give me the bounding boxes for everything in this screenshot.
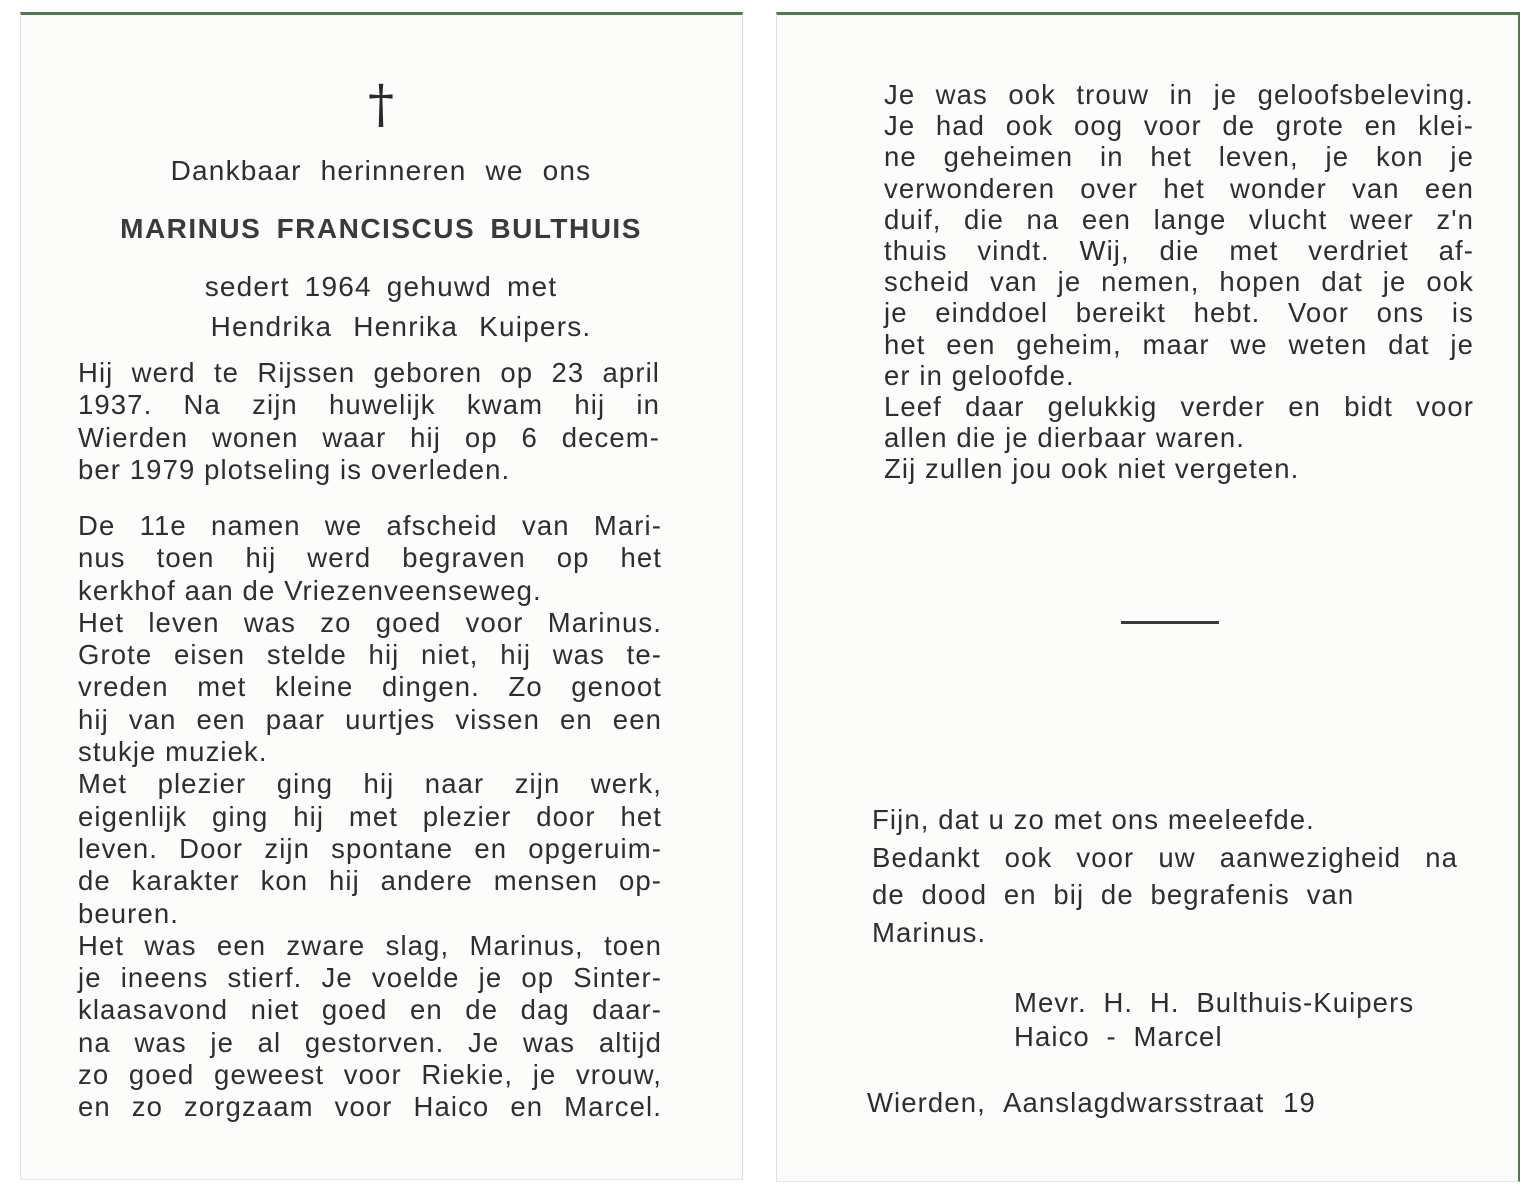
text-line: Je had ook oog voor de grote en klei-: [884, 110, 1474, 142]
text-line: en zo zorgzaam voor Haico en Marcel.: [78, 1091, 662, 1123]
text-line: zo goed geweest voor Riekie, je vrouw,: [78, 1059, 662, 1091]
thanks-paragraph: [872, 801, 1458, 951]
married-line: sedert 1964 gehuwd met: [204, 271, 558, 302]
text-line: allen die je dierbaar waren.: [884, 422, 1246, 454]
text-line: klaasavond niet goed en de dag daar-: [78, 994, 662, 1026]
address: Wierden, Aanslagdwarsstraat 19: [867, 1087, 1316, 1118]
text-line: hij van een paar uurtjes vissen en een: [78, 703, 662, 735]
text-line: Je was ook trouw in je geloofsbeleving.: [884, 79, 1474, 110]
text-line: Grote eisen stelde hij niet, hij was te-: [78, 639, 662, 671]
text-line: duif, die na een lange vlucht weer z'n: [884, 203, 1474, 235]
text-line: er in geloofde.: [884, 359, 1075, 391]
text-line: verwonderen over het wonder van een: [884, 172, 1474, 204]
right-card: [776, 12, 1520, 1182]
text-line: Marinus.: [872, 916, 987, 948]
text-line: ber 1979 plotseling is overleden.: [78, 453, 511, 485]
text-line: ne geheimen in het leven, je kon je: [884, 141, 1474, 173]
text-line: stukje muziek.: [78, 736, 268, 768]
text-line: Met plezier ging hij naar zijn werk,: [78, 768, 662, 800]
text-line: Bedankt ook voor uw aanwezigheid na: [872, 841, 1458, 873]
text-line: Hij werd te Rijssen geboren op 23 april: [78, 357, 660, 388]
text-line: Wierden wonen waar hij op 6 decem-: [78, 421, 660, 453]
paragraph-life: [78, 510, 662, 1124]
text-line: eigenlijk ging hij met plezier door het: [78, 800, 662, 832]
divider-line: [1121, 621, 1219, 624]
text-line: Zij zullen jou ook niet vergeten.: [884, 453, 1300, 485]
text-line: scheid van je nemen, hopen dat je ook: [884, 266, 1474, 298]
text-line: na was je al gestorven. Je was altijd: [78, 1026, 662, 1058]
text-line: je einddoel bereikt hebt. Voor ons is: [884, 297, 1474, 329]
spouse-name: Hendrika Henrika Kuipers.: [210, 311, 592, 342]
text-line: Leef daar gelukkig verder en bidt voor: [884, 391, 1474, 423]
text-line: De 11e namen we afscheid van Mari-: [78, 510, 662, 541]
text-line: vreden met kleine dingen. Zo genoot: [78, 671, 662, 703]
signature-widow: Mevr. H. H. Bulthuis-Kuipers: [1014, 987, 1415, 1018]
paragraph-faith: [884, 79, 1474, 485]
text-line: beuren.: [78, 897, 179, 929]
text-line: Het was een zware slag, Marinus, toen: [78, 929, 662, 961]
text-line: Fijn, dat u zo met ons meeleefde.: [872, 804, 1315, 835]
heading: Dankbaar herinneren we ons: [170, 155, 592, 186]
left-card: [20, 12, 743, 1180]
text-line: het een geheim, maar we weten dat je: [884, 328, 1474, 360]
text-line: kerkhof aan de Vriezenveenseweg.: [78, 574, 542, 606]
text-line: thuis vindt. Wij, die met verdriet af-: [884, 235, 1474, 267]
paragraph-birth: [78, 357, 660, 486]
deceased-name: MARINUS FRANCISCUS BULTHUIS: [120, 213, 642, 244]
text-line: de dood en bij de begrafenis van: [872, 879, 1355, 910]
signature-children: Haico - Marcel: [1014, 1021, 1223, 1052]
text-line: Het leven was zo goed voor Marinus.: [78, 606, 662, 638]
text-line: nus toen hij werd begraven op het: [78, 542, 662, 574]
cross-icon: †: [368, 75, 394, 135]
text-line: 1937. Na zijn huwelijk kwam hij in: [78, 389, 660, 421]
text-line: leven. Door zijn spontane en opgeruim-: [78, 832, 662, 864]
text-line: de karakter kon hij andere mensen op-: [78, 865, 662, 897]
text-line: je ineens stierf. Je voelde je op Sinter-: [78, 962, 662, 994]
